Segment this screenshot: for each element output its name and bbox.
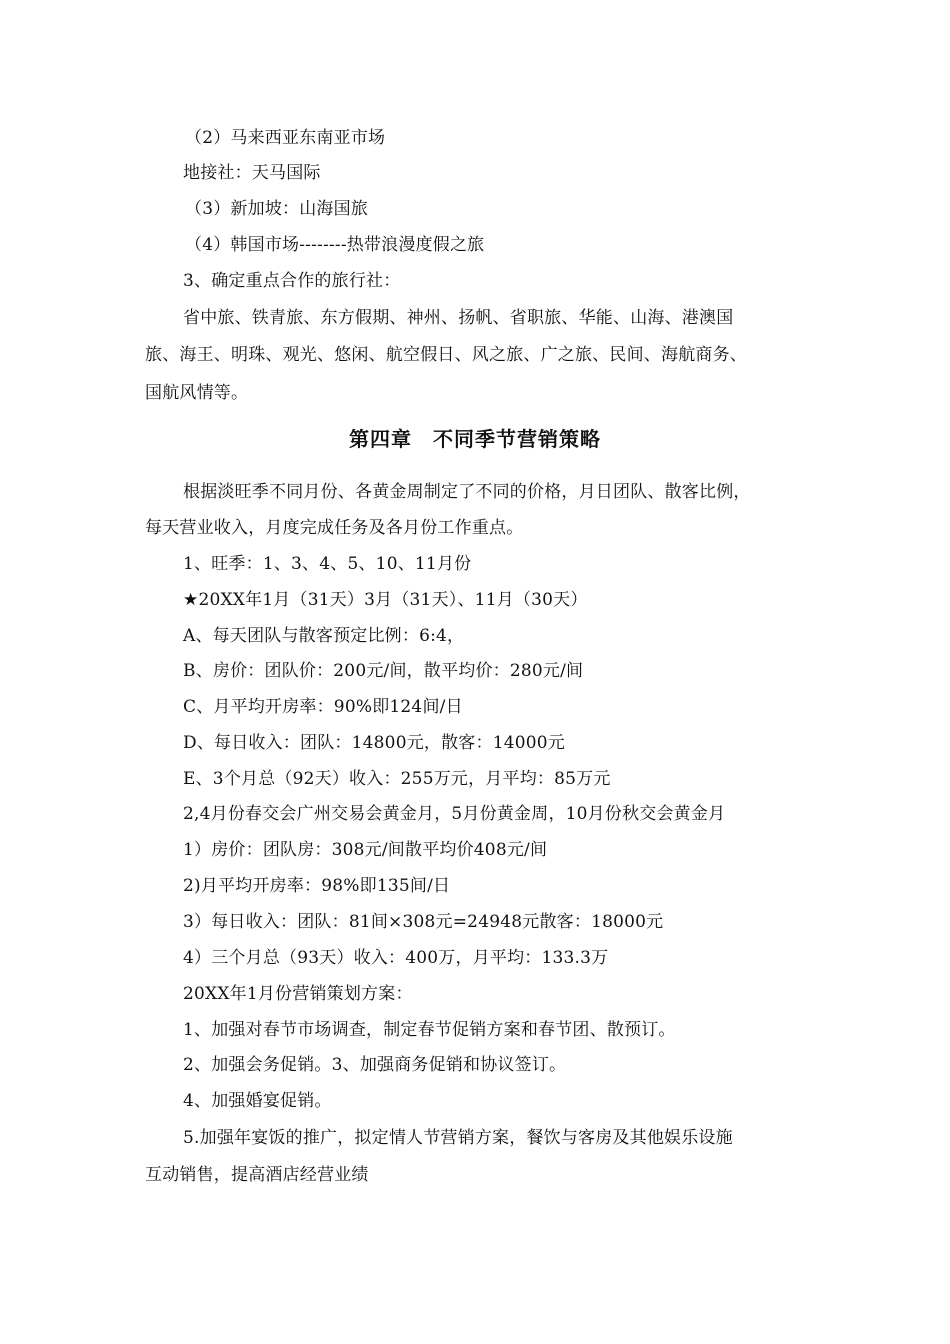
text-line: A、每天团队与散客预定比例：6:4， — [183, 626, 465, 646]
agency-list-line: 旅、海王、明珠、观光、悠闲、航空假日、风之旅、广之旅、民间、海航商务、 — [145, 345, 747, 365]
paragraph-line: 5.加强年宴饭的推广，拟定情人节营销方案，餐饮与客房及其他娱乐设施 — [183, 1128, 733, 1148]
text-line: 4）三个月总（93天）收入：400万，月平均：133.3万 — [183, 948, 609, 968]
text-line: （4）韩国市场--------热带浪漫度假之旅 — [185, 235, 485, 255]
chapter-title: 第四章 不同季节营销策略 — [349, 427, 601, 451]
text-line: 3、确定重点合作的旅行社： — [183, 271, 401, 291]
text-line: ★20XX年1月（31天）3月（31天）、11月（30天） — [183, 590, 588, 610]
text-line: 2,4月份春交会广州交易会黄金月，5月份黄金周，10月份秋交会黄金月 — [183, 804, 726, 824]
text-line: 20XX年1月份营销策划方案： — [183, 984, 413, 1004]
text-line: B、房价：团队价：200元/间，散平均价：280元/间 — [183, 661, 584, 681]
text-line: 1、旺季：1、3、4、5、10、11月份 — [183, 554, 472, 574]
text-line: C、月平均开房率：90%即124间/日 — [183, 697, 463, 717]
paragraph-line: 根据淡旺季不同月份、各黄金周制定了不同的价格，月日团队、散客比例， — [183, 482, 751, 502]
text-line: 地接社：天马国际 — [183, 163, 321, 183]
text-line: 3）每日收入：团队：81间×308元=24948元散客：18000元 — [183, 912, 664, 932]
text-line: 1）房价：团队房：308元/间散平均价408元/间 — [183, 840, 548, 860]
agency-list-line: 省中旅、铁青旅、东方假期、神州、扬帆、省职旅、华能、山海、港澳国 — [183, 308, 734, 328]
text-line: 2、加强会务促销。3、加强商务促销和协议签订。 — [183, 1055, 567, 1075]
text-line: E、3个月总（92天）收入：255万元，月平均：85万元 — [183, 769, 611, 789]
text-line: 1、加强对春节市场调查，制定春节促销方案和春节团、散预订。 — [183, 1020, 676, 1040]
agency-list-line: 国航风情等。 — [145, 383, 249, 403]
text-line: （3）新加坡：山海国旅 — [185, 199, 369, 219]
text-line: 2)月平均开房率：98%即135间/日 — [183, 876, 451, 896]
text-line: （2）马来西亚东南亚市场 — [185, 128, 386, 148]
paragraph-line: 每天营业收入，月度完成任务及各月份工作重点。 — [145, 518, 524, 538]
text-line: 4、加强婚宴促销。 — [183, 1091, 332, 1111]
text-line: D、每日收入：团队：14800元，散客：14000元 — [183, 733, 565, 753]
paragraph-line: 互动销售，提高酒店经营业绩 — [145, 1165, 369, 1185]
